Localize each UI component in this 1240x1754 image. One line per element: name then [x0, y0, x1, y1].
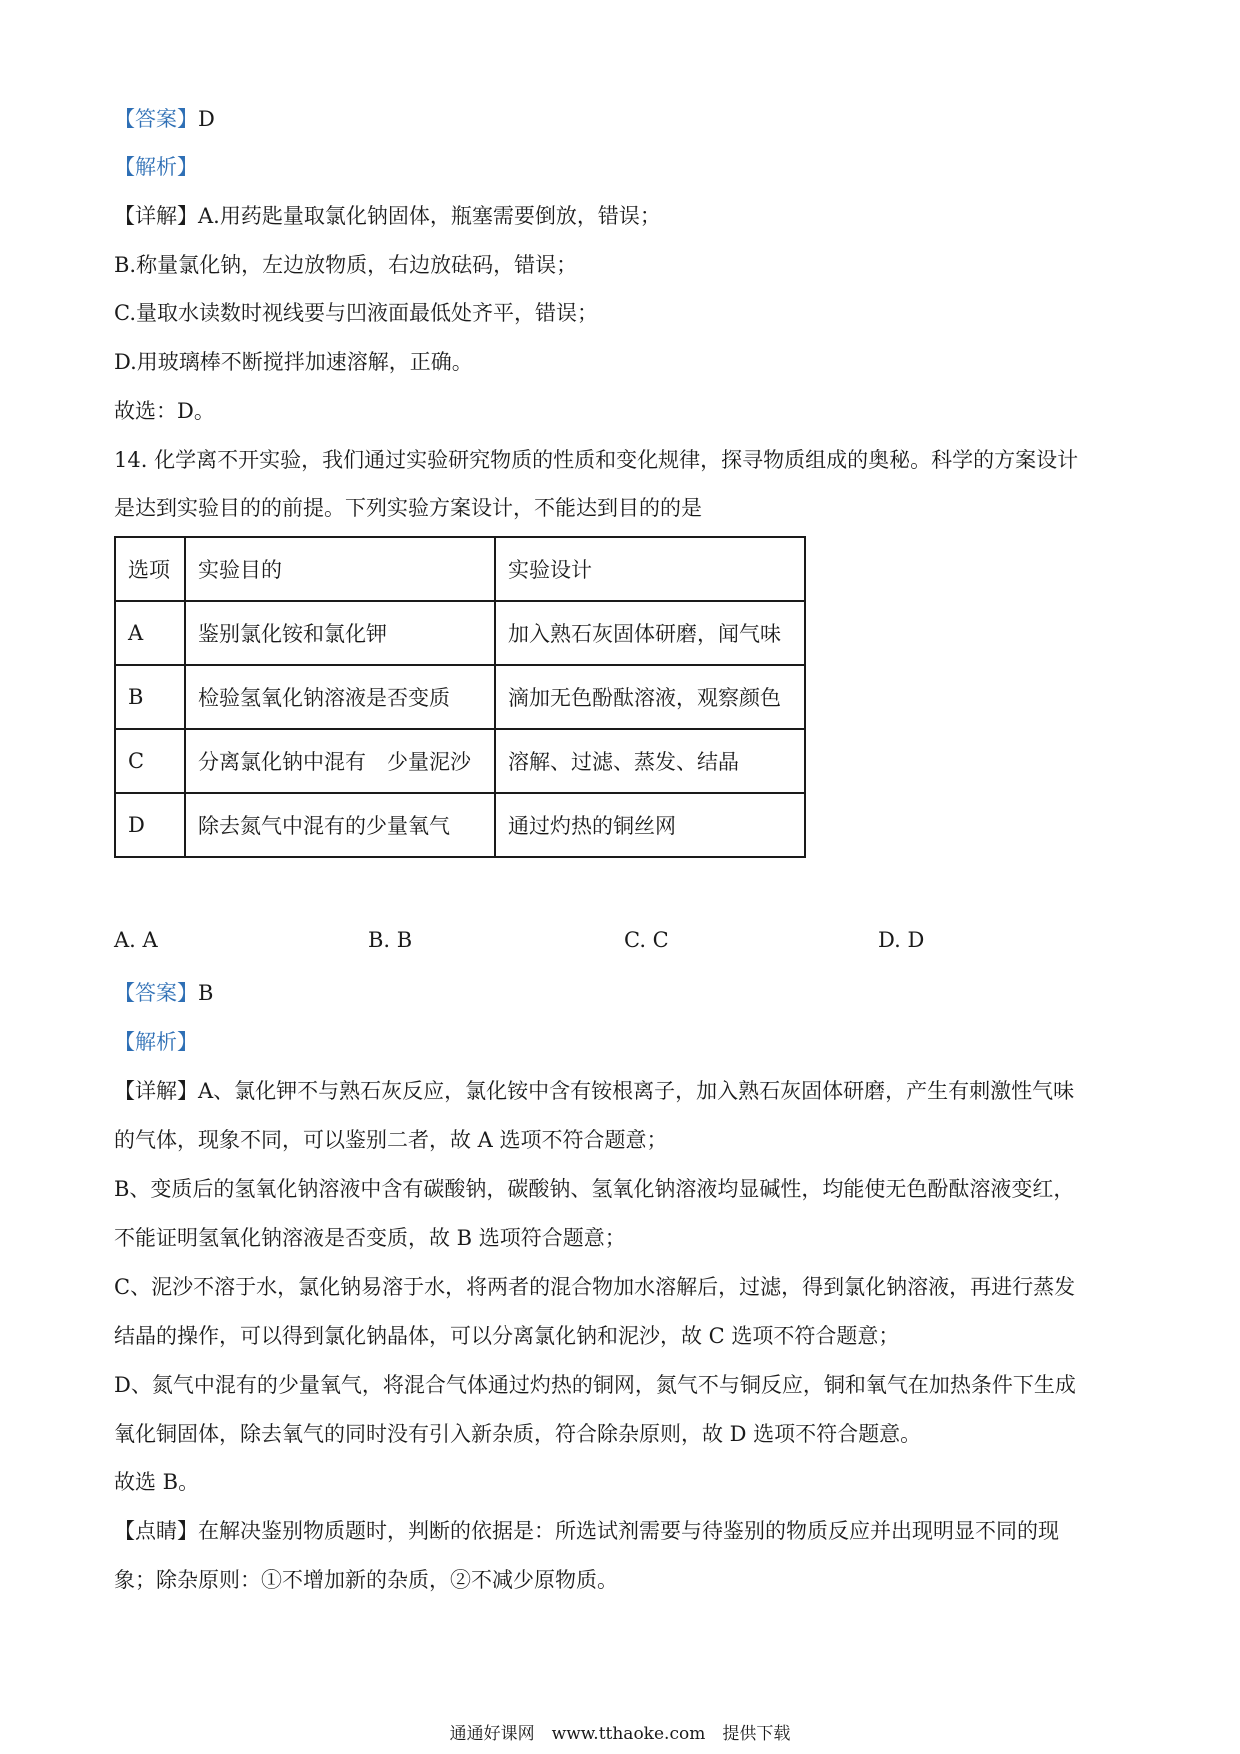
q14-stem-line-1: 14. 化学离不开实验，我们通过实验研究物质的性质和变化规律，探寻物质组成的奥秘。科学的方案设计: [114, 448, 1079, 472]
q14-detail-line-7: D、氮气中混有的少量氧气，将混合气体通过灼热的铜网，氮气不与铜反应，铜和氧气在加热条件下生成: [114, 1373, 1076, 1397]
table-row: [115, 665, 805, 729]
table-header-cell: 实验设计: [495, 537, 805, 601]
q14-answer: B: [198, 981, 214, 1005]
table-header-cell: 选项: [115, 537, 185, 601]
table-cell: 分离氯化钠中混有 少量泥沙: [185, 729, 495, 793]
table-row: [115, 601, 805, 665]
q14-tip-line-2: 象；除杂原则：①不增加新的杂质，②不减少原物质。: [114, 1568, 618, 1592]
q14-analysis-line: [114, 1027, 1124, 1057]
choice-a: A. A: [114, 928, 158, 952]
q14-detail-line-1: 【详解】A、氯化钾不与熟石灰反应，氯化铵中含有铵根离子，加入熟石灰固体研磨，产生有刺激性气味: [114, 1079, 1075, 1103]
q13-detail-line-3: C.量取水读数时视线要与凹液面最低处齐平，错误；: [114, 301, 598, 325]
table-cell: D: [115, 793, 185, 857]
table-cell: 滴加无色酚酞溶液，观察颜色: [495, 665, 805, 729]
table-cell: 加入熟石灰固体研磨，闻气味: [495, 601, 805, 665]
table-cell: B: [115, 665, 185, 729]
q14-detail-line-8: 氧化铜固体，除去氧气的同时没有引入新杂质，符合除杂原则，故 D 选项不符合题意。: [114, 1422, 922, 1446]
q13-conclusion: 故选：D。: [114, 399, 215, 423]
q13-answer: D: [198, 107, 215, 131]
q14-detail-line-2: 的气体，现象不同，可以鉴别二者，故 A 选项不符合题意；: [114, 1128, 668, 1152]
q13-answer-line: [114, 104, 1124, 134]
detail-tag: 【详解】: [114, 1079, 198, 1103]
answer-tag: 【答案】: [114, 107, 198, 131]
q13-detail-line-2: B.称量氯化钠，左边放物质，右边放砝码，错误；: [114, 253, 578, 277]
table-cell: 检验氢氧化钠溶液是否变质: [185, 665, 495, 729]
q13-detail-line-4: D.用玻璃棒不断搅拌加速溶解，正确。: [114, 350, 473, 374]
table-cell: 通过灼热的铜丝网: [495, 793, 805, 857]
q14-detail-line-3: B、变质后的氢氧化钠溶液中含有碳酸钠，碳酸钠、氢氧化钠溶液均显碱性，均能使无色酚酞溶液变红，: [114, 1177, 1075, 1201]
table-cell: 鉴别氯化铵和氯化钾: [185, 601, 495, 665]
page-footer: 通通好课网 www.tthaoke.com 提供下载: [449, 1724, 791, 1744]
tip-tag: 【点睛】: [114, 1519, 198, 1543]
table-cell: C: [115, 729, 185, 793]
choice-c: C. C: [624, 928, 669, 952]
choice-b: B. B: [368, 928, 413, 952]
analysis-tag: 【解析】: [114, 155, 198, 179]
detail-tag: 【详解】: [114, 204, 198, 228]
table-header-row: [115, 537, 805, 601]
q14-detail-line-5: C、泥沙不溶于水，氯化钠易溶于水，将两者的混合物加水溶解后，过滤，得到氯化钠溶液，再进行蒸发: [114, 1275, 1076, 1299]
q14-detail-line-4: 不能证明氢氧化钠溶液是否变质，故 B 选项符合题意；: [114, 1226, 626, 1250]
q13-analysis-line: [114, 152, 1124, 182]
table-cell: 除去氮气中混有的少量氧气: [185, 793, 495, 857]
q14-detail-line-6: 结晶的操作，可以得到氯化钠晶体，可以分离氯化钠和泥沙，故 C 选项不符合题意；: [114, 1324, 900, 1348]
experiment-table: [114, 536, 806, 858]
answer-tag: 【答案】: [114, 981, 198, 1005]
table-row: [115, 793, 805, 857]
q14-answer-line: [114, 978, 1124, 1008]
q13-detail-line-1: 【详解】A.用药匙量取氯化钠固体，瓶塞需要倒放，错误；: [114, 204, 661, 228]
q14-stem-line-2: 是达到实验目的的前提。下列实验方案设计，不能达到目的的是: [114, 496, 702, 520]
table-cell: A: [115, 601, 185, 665]
table-cell: 溶解、过滤、蒸发、结晶: [495, 729, 805, 793]
table-header-cell: 实验目的: [185, 537, 495, 601]
table-row: [115, 729, 805, 793]
q14-conclusion: 故选 B。: [114, 1470, 200, 1494]
analysis-tag: 【解析】: [114, 1030, 198, 1054]
choice-d: D. D: [878, 928, 925, 952]
q14-tip-line-1: 【点睛】在解决鉴别物质题时，判断的依据是：所选试剂需要与待鉴别的物质反应并出现明显不同的现: [114, 1519, 1059, 1543]
